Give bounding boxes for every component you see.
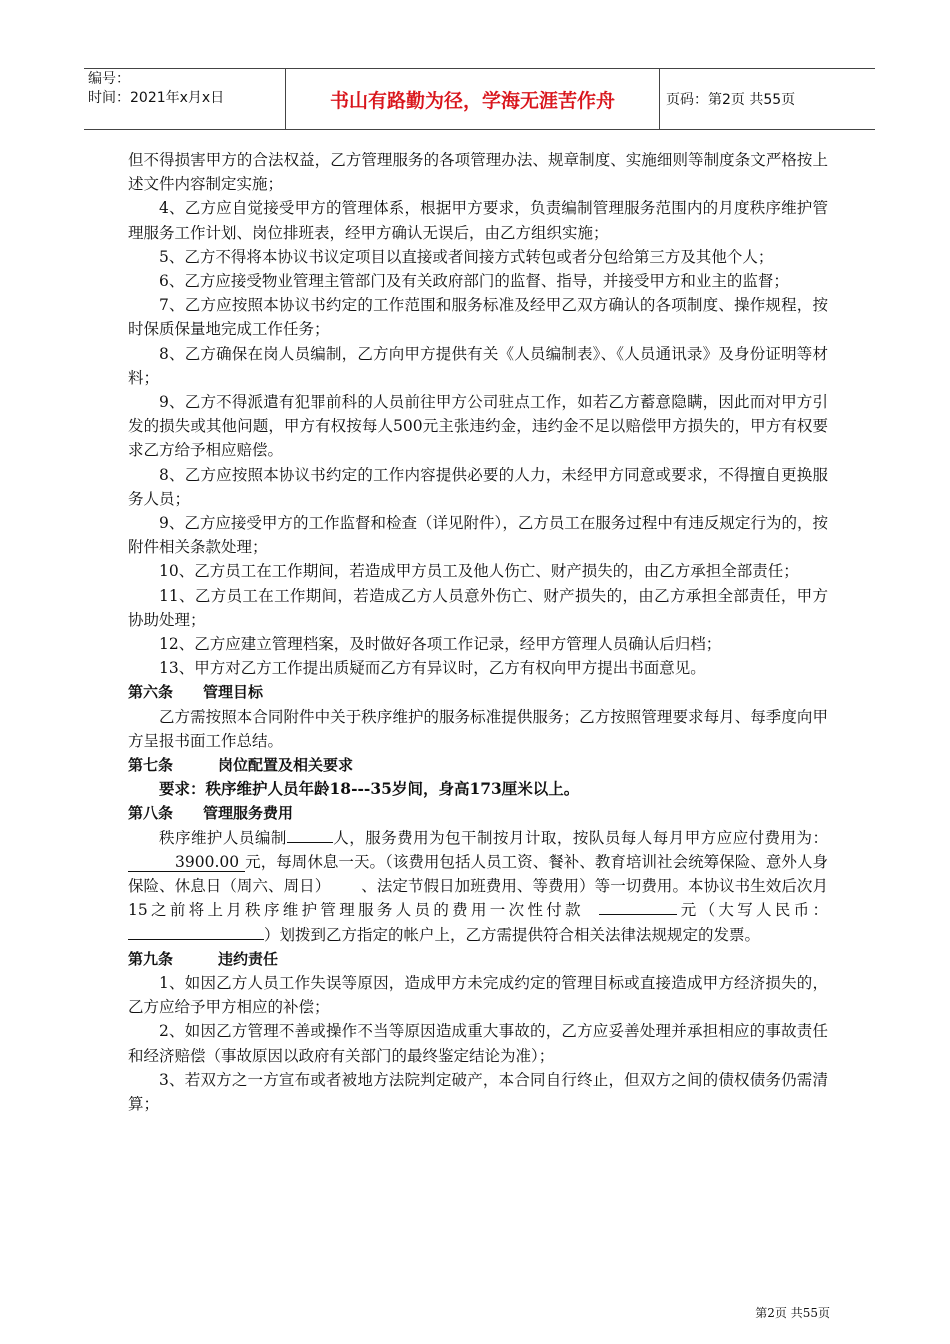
paragraph: 8、乙方应按照本协议书约定的工作内容提供必要的人力，未经甲方同意或要求，不得擅自更换服务人员； [128,465,828,508]
paragraph: 8、乙方确保在岗人员编制，乙方向甲方提供有关《人员编制表》、《人员通讯录》及身份证明等材料； [128,344,828,387]
paragraph: 5、乙方不得将本协议书议定项目以直接或者间接方式转包或者分包给第三方及其他个人； [159,247,774,266]
blank-payment-amount [599,914,677,915]
article-title: 管理服务费用 [203,804,294,823]
article-heading [128,680,828,704]
header-motto: 书山有路勤为径，学海无涯苦作舟 [286,69,660,129]
page-footer: 第2页 共55页 [755,1306,830,1320]
time-label: 时间：2021年x月x日 [88,90,225,106]
paragraph: 要求：秩序维护人员年龄18---35岁间，身高173厘米以上。 [159,779,580,799]
paragraph: 10、乙方员工在工作期间，若造成甲方员工及他人伤亡、财产损失的，由乙方承担全部责任； [159,562,799,581]
paragraph: 2、如因乙方管理不善或操作不当等原因造成重大事故的，乙方应妥善处理并承担相应的事故责任和经济赔偿（事故原因以政府有关部门的最终鉴定结论为准）； [128,1022,828,1065]
article-heading [128,753,828,777]
paragraph: 3、若双方之一方宣布或者被地方法院判定破产，本合同自行终止，但双方之间的债权债务仍需清算； [128,1070,828,1113]
paragraph: 13、甲方对乙方工作提出质疑而乙方有异议时，乙方有权向甲方提出书面意见。 [159,659,706,678]
article-heading [128,801,828,825]
paragraph: 4、乙方应自觉接受甲方的管理体系，根据甲方要求，负责编制管理服务范围内的月度秩序维护管理服务工作计划、岗位排班表，经甲方确认无误后，由乙方组织实施； [128,199,828,242]
blank-staff-count [287,842,333,843]
paragraph: 11、乙方员工在工作期间，若造成乙方人员意外伤亡、财产损失的，由乙方承担全部责任，甲方协助处理； [128,586,828,629]
paragraph: 9、乙方应接受甲方的工作监督和检查（详见附件），乙方员工在服务过程中有违反规定行为的，按附件相关条款处理； [128,514,828,557]
fee-amount: 3900.00 [128,853,245,872]
page-header [84,68,875,130]
article-number: 第六条 [128,683,174,702]
article-title: 管理目标 [203,683,264,702]
article-number: 第七条 [128,756,174,775]
paragraph: 9、乙方不得派遣有犯罪前科的人员前往甲方公司驻点工作，如若乙方蓄意隐瞒，因此而对甲方引发的损失或其他问题，甲方有权按每人500元主张违约金，违约金不足以赔偿甲方损失的，甲方有权要求乙方给予相应赔偿。 [128,393,828,460]
paragraph: 乙方需按照本合同附件中关于秩序维护的服务标准提供服务；乙方按照管理要求每月、每季度向甲方呈报书面工作总结。 [128,707,828,750]
paragraph: 1、如因乙方人员工作失误等原因，造成甲方未完成约定的管理目标或直接造成甲方经济损失的，乙方应给予甲方相应的补偿； [128,973,828,1017]
article-number: 第九条 [128,949,174,968]
article-number: 第八条 [128,804,174,823]
paragraph: 12、乙方应建立管理档案，及时做好各项工作记录，经甲方管理人员确认后归档； [159,635,722,654]
article-title: 违约责任 [218,949,279,968]
blank-amount-in-words [128,939,264,940]
number-label: 编号： [88,71,130,87]
header-meta [84,69,286,129]
fee-paragraph: 秩序维护人员编制 人，服务费用为包干制按月计取，按队员每人每月甲方应应付费用为：3900.00 元，每周休息一天。（该费用包括人员工资、餐补、教育培训社会统筹保险、意外人身保险、休息日（周六、周日） 、法定节假日加班费用、等费用）等一切费用。本协议书生效后次月15之前将上月秩序维护管理服务人员的费用一次性付款 元（大写人民币：）划拨到乙方指定的帐户上，乙方需提供符合相关法律法规规定的发票。 [128,828,828,944]
document-body [128,148,828,1116]
paragraph: 7、乙方应按照本协议书约定的工作范围和服务标准及经甲乙双方确认的各项制度、操作规程，按时保质保量地完成工作任务； [128,296,828,339]
article-title: 岗位配置及相关要求 [218,756,354,775]
header-page-number: 页码：第2页 共55页 [666,92,796,108]
article-heading [128,947,828,971]
paragraph: 6、乙方应接受物业管理主管部门及有关政府部门的监督、指导，并接受甲方和业主的监督； [159,272,789,291]
paragraph: 但不得损害甲方的合法权益，乙方管理服务的各项管理办法、规章制度、实施细则等制度条文严格按上述文件内容制定实施； [128,151,828,194]
